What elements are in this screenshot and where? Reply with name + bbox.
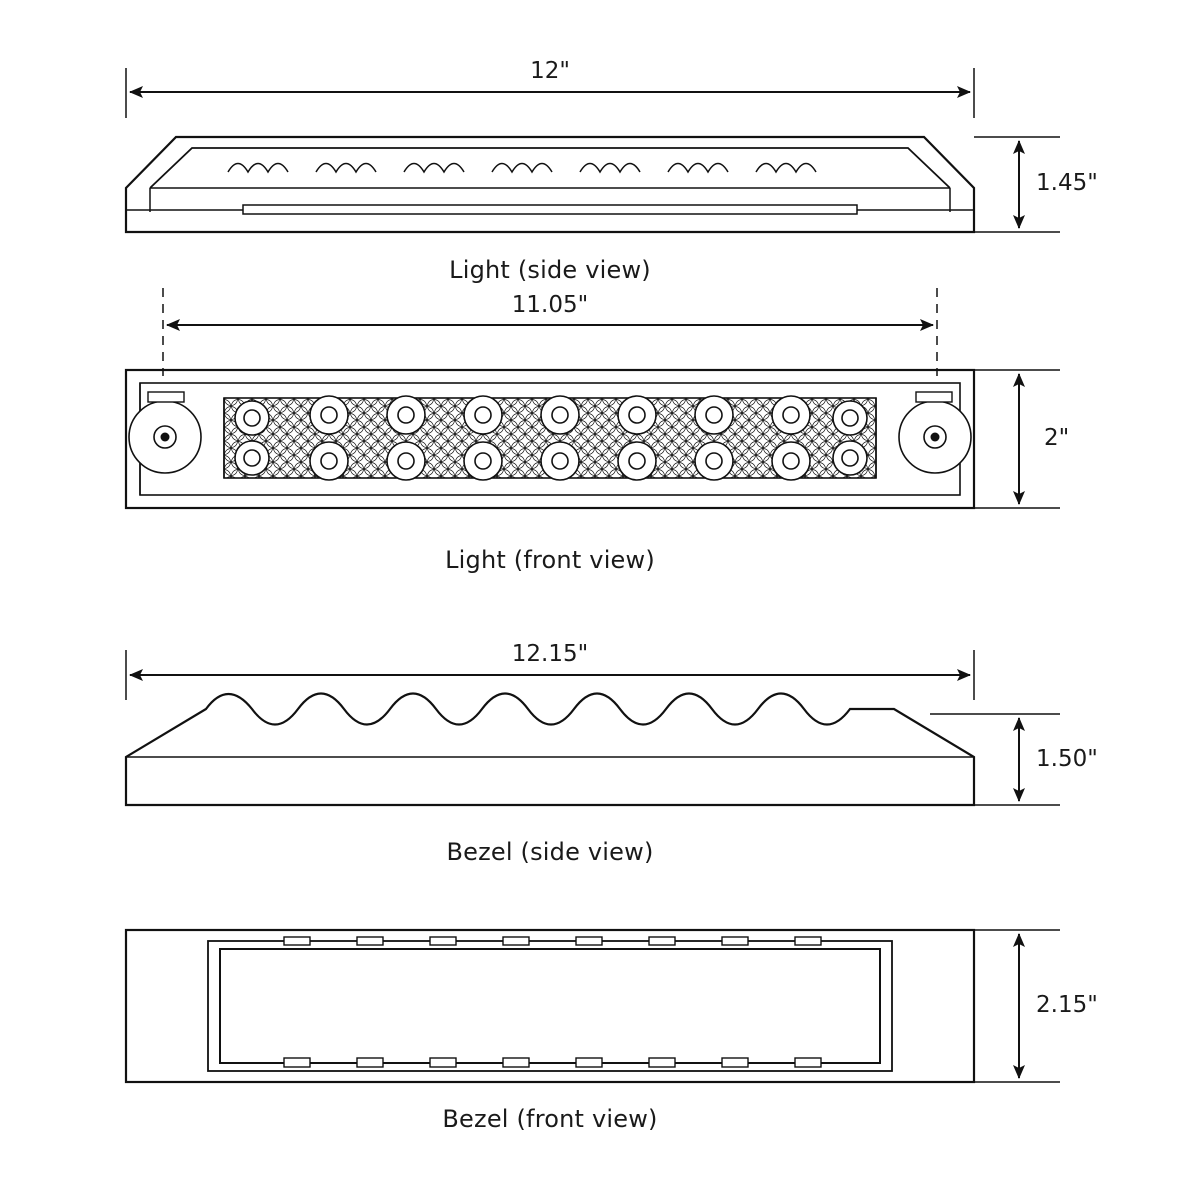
dim-label-light-side-length: 12": [530, 58, 570, 84]
dim-label-bezel-front-height: 2.15": [1036, 992, 1098, 1018]
caption-bezel-side-view: Bezel (side view): [446, 838, 654, 866]
bezel-front-view-geometry: [126, 930, 974, 1082]
caption-light-side-view: Light (side view): [449, 256, 651, 284]
caption-bezel-front-view: Bezel (front view): [442, 1105, 658, 1133]
dim-label-light-front-length: 11.05": [511, 292, 589, 318]
light-front-view-geometry: [126, 370, 974, 508]
dim-label-light-front-height: 2": [1044, 425, 1070, 451]
dim-label-light-side-height: 1.45": [1036, 170, 1098, 196]
dim-label-bezel-side-length: 12.15": [511, 641, 589, 667]
dim-label-bezel-side-height: 1.50": [1036, 746, 1098, 772]
bezel-side-view-geometry: [126, 694, 974, 806]
light-side-view-geometry: [126, 137, 974, 232]
caption-light-front-view: Light (front view): [445, 546, 655, 574]
